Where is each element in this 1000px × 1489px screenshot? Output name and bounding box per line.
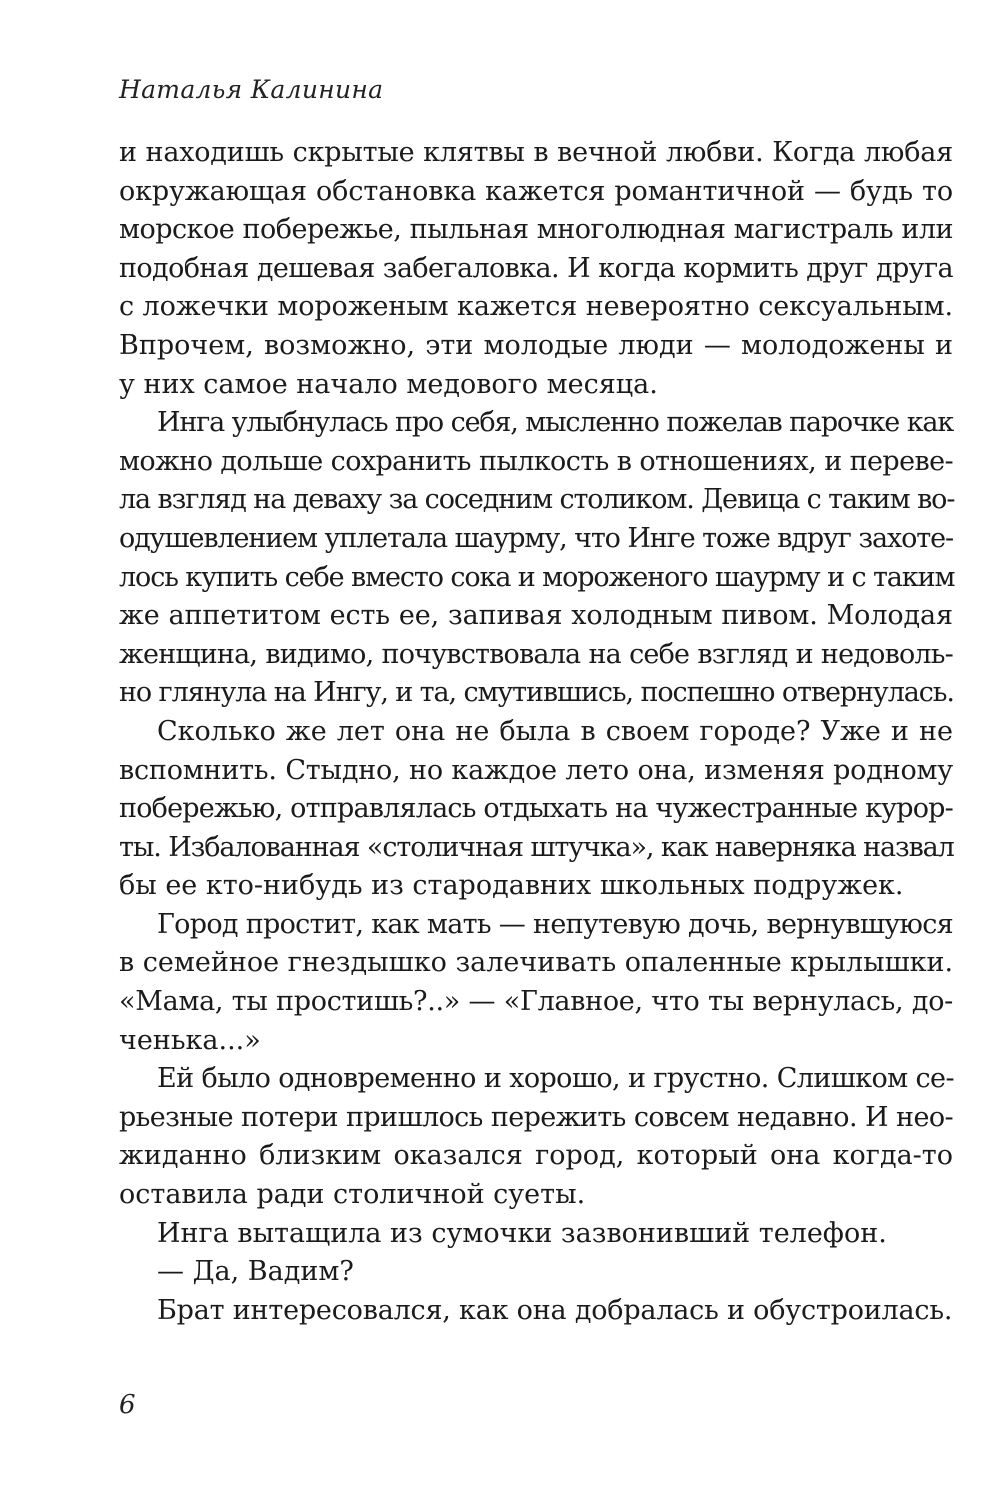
paragraph — [119, 713, 953, 906]
paragraph — [119, 404, 953, 713]
text-line: женщина, видимо, почувствовала на себе взгляд и недоволь- — [119, 638, 953, 670]
text-line: побережью, отправлялась отдыхать на чужестранные курор- — [119, 793, 953, 825]
text-line: с ложечки мороженым кажется невероятно сексуальным. — [119, 291, 953, 323]
text-line: у них самое начало медового месяца. — [119, 368, 658, 400]
text-line: же аппетитом есть ее, запивая холодным пивом. Молодая — [119, 600, 953, 632]
text-line: жиданно близким оказался город, который она когда-то — [119, 1140, 953, 1172]
paragraph — [119, 134, 953, 404]
text-line: «Мама, ты простишь?..» — «Главное, что ты вернулась, до- — [119, 986, 953, 1018]
body-text — [119, 134, 953, 1330]
text-line: Брат интересовался, как она добралась и обустроилась. — [157, 1294, 953, 1326]
text-line: бы ее кто-нибудь из стародавних школьных подружек. — [119, 870, 904, 902]
text-line: ла взгляд на деваху за соседним столиком. Девица с таким во- — [119, 484, 955, 516]
text-line: Инга улыбнулась про себя, мысленно пожелав парочке как — [157, 407, 953, 439]
text-line: Город простит, как мать — непутевую дочь, вернувшуюся — [157, 908, 953, 940]
running-header-author: Наталья Калинина — [119, 75, 384, 104]
text-line: лось купить себе вместо сока и мороженого шаурму и с таким — [119, 561, 955, 593]
text-line: можно дольше сохранить пылкость в отношениях, и переве- — [119, 445, 953, 477]
paragraph — [119, 906, 953, 1060]
text-line: Сколько же лет она не была в своем городе? Уже и не — [157, 715, 953, 747]
text-line: и находишь скрытые клятвы в вечной любви. Когда любая — [119, 137, 953, 168]
text-line: окружающая обстановка кажется романтичной — будь то — [119, 175, 953, 207]
text-line: подобная дешевая забегаловка. И когда кормить друг друга — [119, 252, 953, 284]
text-line: Ей было одновременно и хорошо, и грустно. Слишком се- — [157, 1063, 954, 1095]
text-line: Впрочем, возможно, эти молодые люди — молодожены и — [119, 329, 953, 361]
text-line: одушевлением уплетала шаурму, что Инге тоже вдруг захоте- — [119, 522, 953, 554]
text-line: ты. Избалованная «столичная штучка», как наверняка назвал — [119, 831, 954, 863]
text-line: морское побережье, пыльная многолюдная магистраль или — [119, 214, 953, 246]
text-line: оставила ради столичной суеты. — [119, 1179, 586, 1211]
text-line: вспомнить. Стыдно, но каждое лето она, изменяя родному — [119, 754, 953, 786]
paragraph — [119, 1215, 953, 1254]
paragraph — [119, 1292, 953, 1331]
text-line: но глянула на Ингу, и та, смутившись, поспешно отвернулась. — [119, 677, 954, 709]
dialogue-line — [119, 1253, 953, 1292]
text-line: ченька...» — [119, 1024, 261, 1056]
paragraph — [119, 1060, 953, 1214]
text-line: Инга вытащила из сумочки зазвонивший телефон. — [157, 1217, 887, 1249]
text-line: в семейное гнездышко залечивать опаленные крылышки. — [119, 947, 954, 979]
text-line: рьезные потери пришлось пережить совсем недавно. И нео- — [119, 1101, 953, 1133]
text-line: — Да, Вадим? — [157, 1256, 354, 1288]
page-number: 6 — [119, 1390, 136, 1420]
